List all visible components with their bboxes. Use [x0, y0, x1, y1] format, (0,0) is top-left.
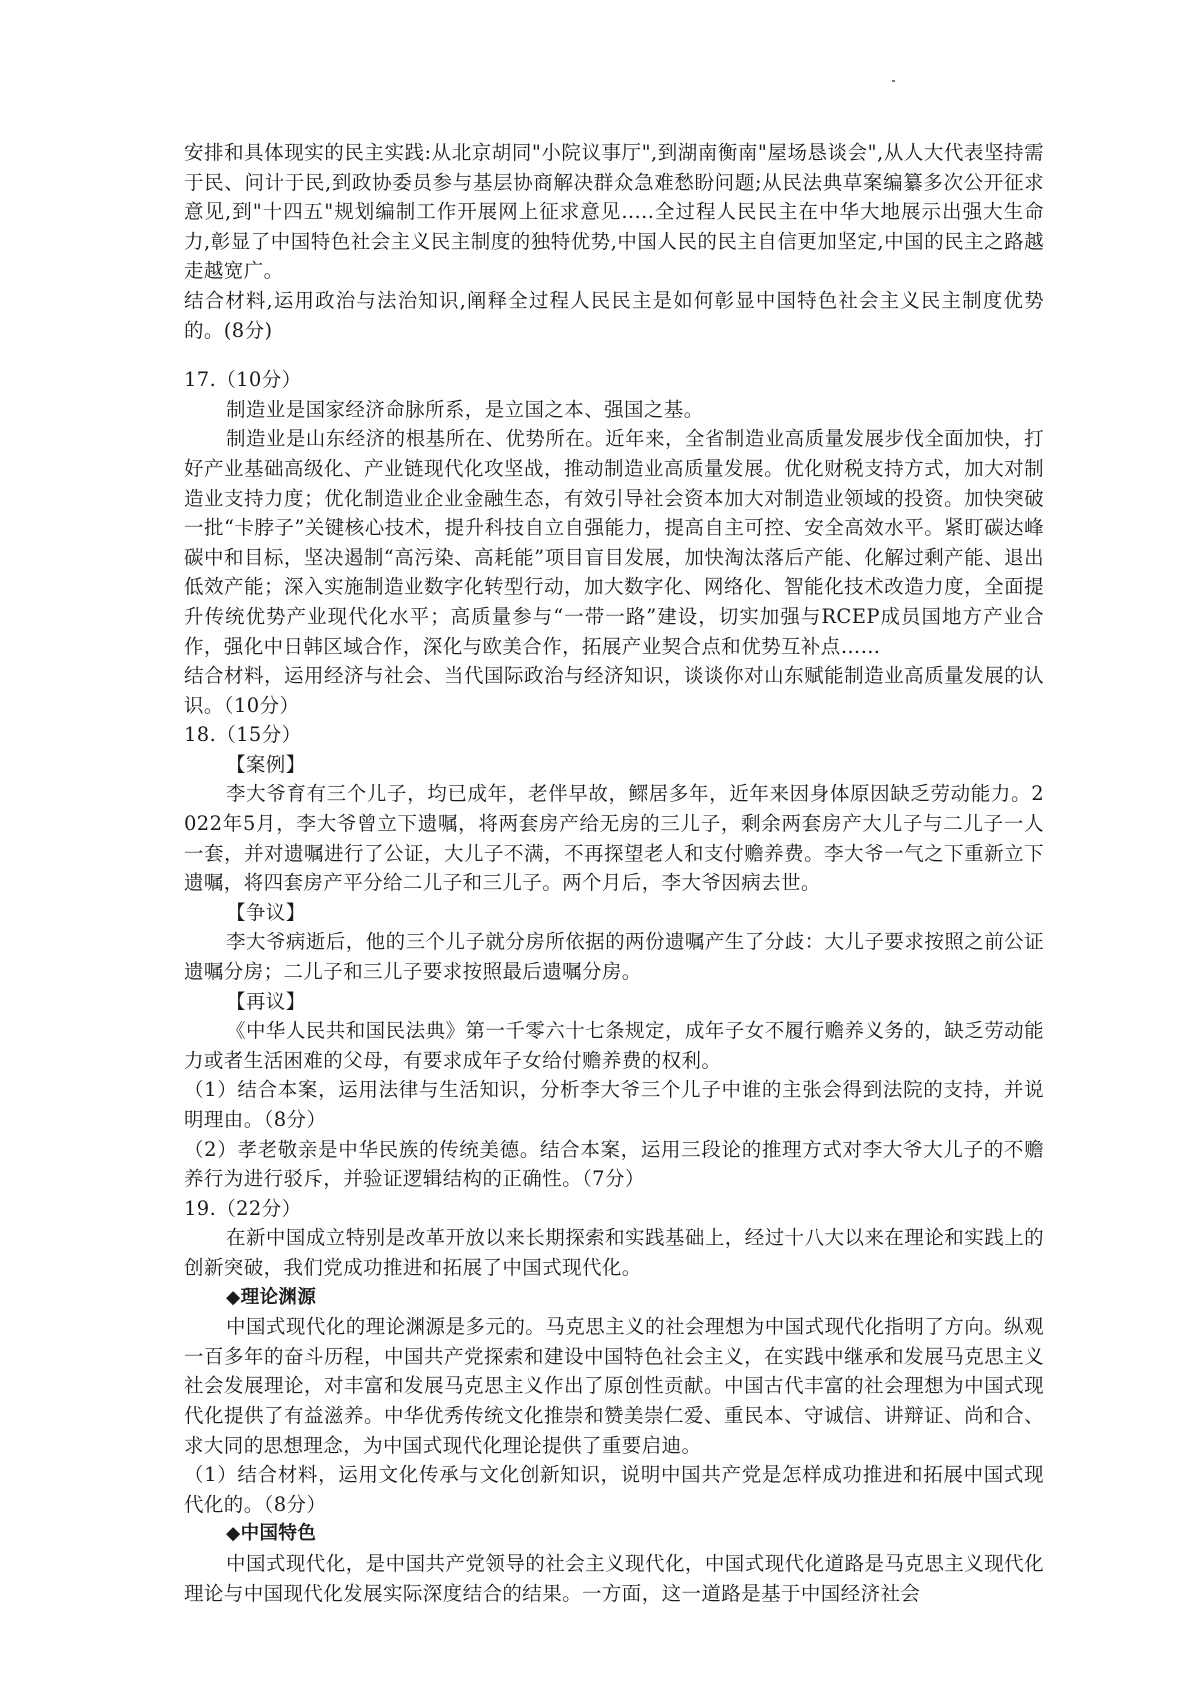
q16-material: 安排和具体现实的民主实践:从北京胡同"小院议事厅",到湖南衡南"屋场恳谈会",从人大代表坚持需于民、问计于民,到政协委员参与基层协商解决群众急难愁盼问题;从民法典草案编纂多次公开征求意见,到"十四五"规划编制工作开展网上征求意见.....全过程人民民主在中华大地展示出强大生命力,彰显了中国特色社会主义民主制度的独特优势,中国人民的民主自信更加坚定,中国的民主之路越走越宽广。	[184, 141, 1044, 283]
q19-section-theory-title: ◆理论渊源	[226, 1286, 317, 1308]
q17-header: 17.（10分）	[184, 368, 302, 392]
q17-question: 结合材料，运用经济与社会、当代国际政治与经济知识，谈谈你对山东赋能制造业高质量发展的认识。（10分）	[184, 664, 1044, 717]
q18-subquestion-2: （2）孝老敬亲是中华民族的传统美德。结合本案，运用三段论的推理方式对李大爷大儿子的不赡养行为进行驳斥，并验证逻辑结构的正确性。（7分）	[184, 1137, 1044, 1191]
question-16-tail	[184, 138, 1044, 345]
question-18	[184, 720, 1044, 1194]
spacer	[184, 345, 1044, 365]
q17-para-2: 制造业是山东经济的根基所在、优势所在。近年来，全省制造业高质量发展步伐全面加快，打好产业基础高级化、产业链现代化攻坚战，推动制造业高质量发展。优化财税支持方式，加大对制造业支持力度；优化制造业企业金融生态，有效引导社会资本加大对制造业领域的投资。加快突破一批“卡脖子”关键核心技术，提升科技自立自强能力，提高自主可控、安全高效水平。紧盯碳达峰碳中和目标，坚决遏制“高污染、高耗能”项目盲目发展，加快淘汰落后产能、化解过剩产能、退出低效产能；深入实施制造业数字化转型行动，加大数字化、网络化、智能化技术改造力度，全面提升传统优势产业现代化水平；高质量参与“一带一路”建设，切实加强与RCEP成员国地方产业合作，强化中日韩区域合作，深化与欧美合作，拓展产业契合点和优势互补点……	[184, 427, 1044, 658]
q19-section-theory-text: 中国式现代化的理论渊源是多元的。马克思主义的社会理想为中国式现代化指明了方向。纵观一百多年的奋斗历程，中国共产党探索和建设中国特色社会主义，在实践中继承和发展马克思主义社会发展理论，对丰富和发展马克思主义作出了原创性贡献。中国古代丰富的社会理想为中国式现代化提供了有益滋养。中华优秀传统文化推崇和赞美崇仁爱、重民本、守诚信、讲辩证、尚和合、求大同的思想理念，为中国式现代化理论提供了重要启迪。	[184, 1315, 1044, 1457]
q19-section-china-title: ◆中国特色	[226, 1523, 317, 1545]
q19-intro: 在新中国成立特别是改革开放以来长期探索和实践基础上，经过十八大以来在理论和实践上的创新突破，我们党成功推进和拓展了中国式现代化。	[184, 1226, 1044, 1279]
question-19	[184, 1194, 1044, 1608]
q16-question: 结合材料,运用政治与法治知识,阐释全过程人民民主是如何彰显中国特色社会主义民主制度优势的。(8分)	[184, 288, 1044, 342]
q18-case-text: 李大爷育有三个儿子，均已成年，老伴早故，鳏居多年，近年来因身体原因缺乏劳动能力。2022年5月，李大爷曾立下遗嘱，将两套房产给无房的三儿子，剩余两套房产大儿子与二儿子一人一套，并对遗嘱进行了公证，大儿子不满，不再探望老人和支付赡养费。李大爷一气之下重新立下遗嘱，将四套房产平分给二儿子和三儿子。两个月后，李大爷因病去世。	[184, 782, 1044, 895]
q18-again-text: 《中华人民共和国民法典》第一千零六十七条规定，成年子女不履行赡养义务的，缺乏劳动能力或者生活困难的父母，有要求成年子女给付赡养费的权利。	[184, 1019, 1044, 1072]
q18-dispute-label: 【争议】	[226, 900, 306, 924]
q19-header: 19.（22分）	[184, 1196, 302, 1220]
q18-header: 18.（15分）	[184, 723, 302, 747]
q18-subquestion-1: （1）结合本案，运用法律与生活知识，分析李大爷三个儿子中谁的主张会得到法院的支持，并说明理由。（8分）	[184, 1078, 1044, 1131]
exam-page	[184, 138, 1044, 1608]
q17-para-1: 制造业是国家经济命脉所系，是立国之本、强国之基。	[226, 397, 704, 421]
q18-case-label: 【案例】	[226, 752, 306, 776]
q18-dispute-text: 李大爷病逝后，他的三个儿子就分房所依据的两份遗嘱产生了分歧：大儿子要求按照之前公证遗嘱分房；二儿子和三儿子要求按照最后遗嘱分房。	[184, 930, 1044, 984]
q19-subquestion-1: （1）结合材料，运用文化传承与文化创新知识，说明中国共产党是怎样成功推进和拓展中国式现代化的。（8分）	[184, 1463, 1044, 1516]
question-17	[184, 365, 1044, 720]
q18-again-label: 【再议】	[226, 989, 306, 1013]
q19-section-china-text: 中国式现代化，是中国共产党领导的社会主义现代化，中国式现代化道路是马克思主义现代化理论与中国现代化发展实际深度结合的结果。一方面，这一道路是基于中国经济社会	[184, 1551, 1044, 1605]
scan-speck	[892, 80, 895, 82]
